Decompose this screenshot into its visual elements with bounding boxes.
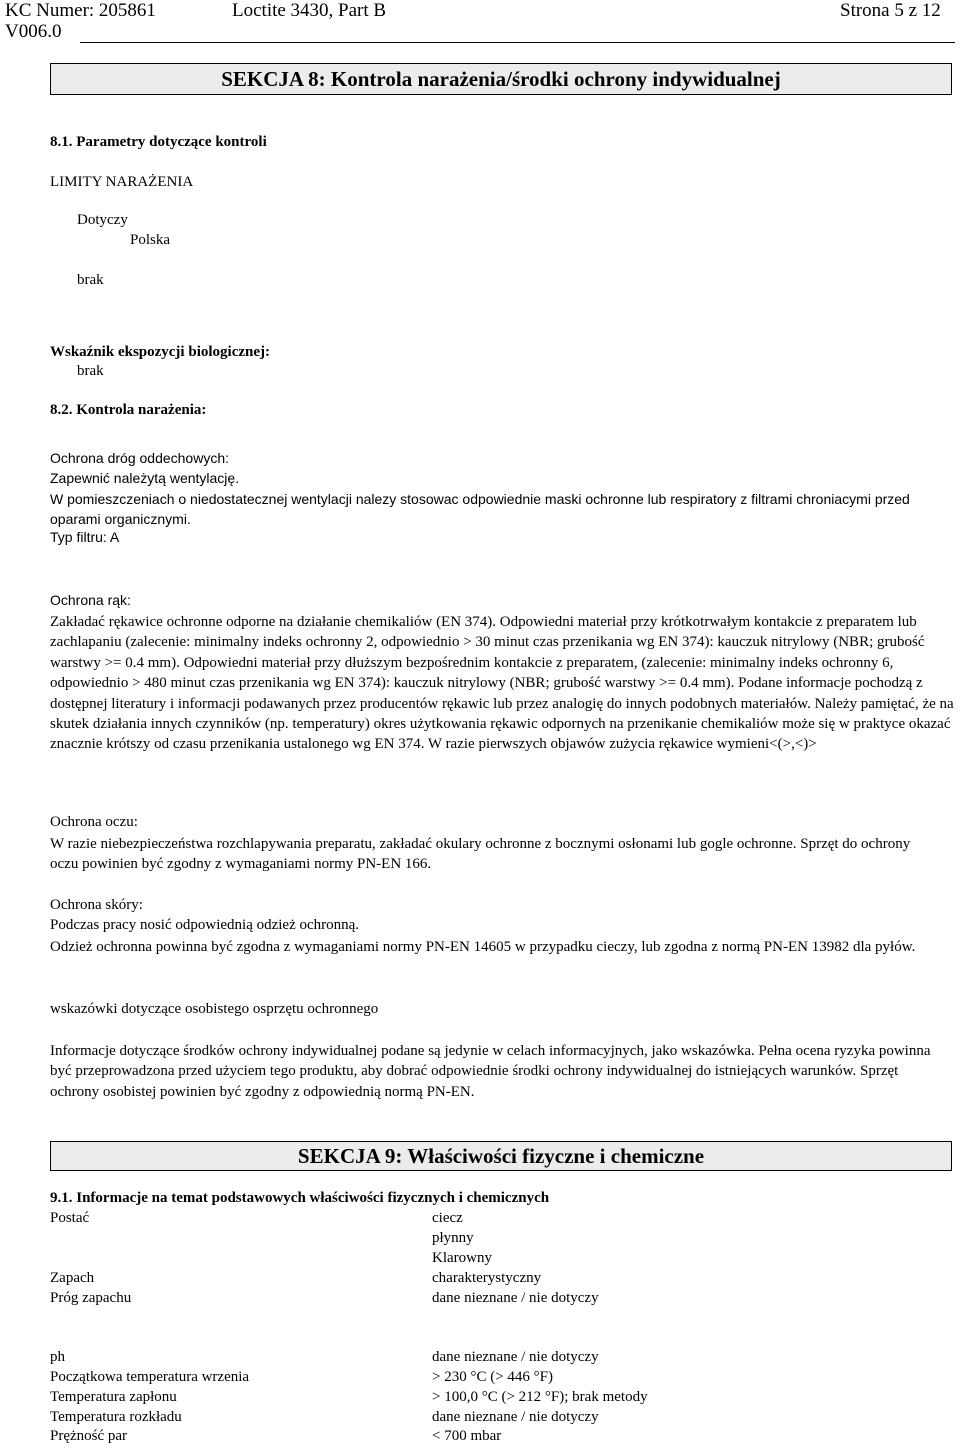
header-page-number: Strona 5 z 12: [840, 0, 941, 21]
property-label: Początkowa temperatura wrzenia: [50, 1369, 250, 1385]
hand-protection-text: Zakładać rękawice ochronne odporne na działanie chemikaliów (EN 374). Odpowiedni materiał przy krótkotrwałym kontakcie z preparatem lub zachlapaniu (zalecenie: minimalny indeks ochronny 2, odpowiednio > 30 minut czas przenikania wg EN 374): kauczuk nitrylowy (NBR; grubość warstwy >= 0.4 mm). Odpowiedni materiał przy dłuższym bezpośrednim kontakcie z preparatem, (zalecenie: minimalny indeks ochronny 6, odpowiednio > 480 minut czas przenikania wg EN 374): kauczuk nitrylowy (NBR; grubość warstwy >= 0.4 mm). Podane informacje pochodzą z dostępnej literatury i informacji podawanych przez producentów rękawic lub przez analogię do innych podobnych materiałów. Należy pamiętać, że na skutek działania innych czynników (np. temperatury) okres użytkowania rękawic odpornych na przenikanie chemikaliów może się w praktyce okazać znacznie krótszy od czasu przenikania ustalonego wg EN 374. W razie pierwszych objawów zużycia rękawice wymieni<(>,<)>: [50, 614, 954, 753]
respiratory-title: Ochrona dróg oddechowych:: [50, 450, 229, 466]
hand-protection-title: Ochrona rąk:: [50, 592, 131, 608]
subsection-8-1: 8.1. Parametry dotyczące kontroli: [50, 134, 267, 150]
header-version: V006.0: [5, 21, 62, 42]
property-label: ph: [50, 1349, 65, 1365]
property-label: Temperatura rozkładu: [50, 1409, 182, 1425]
property-value: płynny: [432, 1230, 474, 1246]
property-value: dane nieznane / nie dotyczy: [432, 1290, 599, 1306]
property-label: Prężność par: [50, 1428, 128, 1444]
section-8-title: SEKCJA 8: Kontrola narażenia/środki ochrony indywidualnej: [221, 67, 781, 91]
property-value: > 100,0 °C (> 212 °F); brak metody: [432, 1389, 648, 1405]
country-poland: Polska: [130, 232, 171, 248]
bio-index-title: Wskaźnik ekspozycji biologicznej:: [50, 344, 270, 360]
property-label: Zapach: [50, 1270, 95, 1286]
property-value: dane nieznane / nie dotyczy: [432, 1349, 599, 1365]
subsection-9-1: 9.1. Informacje na temat podstawowych właściwości fizycznych i chemicznych: [50, 1190, 550, 1206]
header-rule: [80, 42, 955, 43]
property-value: dane nieznane / nie dotyczy: [432, 1409, 599, 1425]
bio-index-none: brak: [77, 363, 104, 379]
subsection-8-2: 8.2. Kontrola narażenia:: [50, 402, 207, 418]
ppe-text: Informacje dotyczące środków ochrony indywidualnej podane są jedynie w celach informacyjnych, jako wskazówka. Pełna ocena ryzyka powinna być przeprowadzona przed użyciem tego produktu, aby dobrać odpowiednie środki ochrony indywidualnej do istniejących warunków. Sprzęt ochrony osobistej powinien być zgodny z odpowiednią normą PN-EN.: [50, 1043, 931, 1100]
skin-protection-title: Ochrona skóry:: [50, 897, 143, 913]
applies-label: Dotyczy: [77, 212, 128, 228]
section-8-banner: [50, 63, 952, 95]
ppe-title: wskazówki dotyczące osobistego osprzętu ochronnego: [50, 1001, 379, 1017]
skin-protection-line-2: Odzież ochronna powinna być zgodna z wymaganiami normy PN-EN 14605 w przypadku cieczy, lub zgodna z normą PN-EN 13982 dla pyłów.: [50, 939, 916, 955]
respiratory-line-2: W pomieszczeniach o niedostatecznej wentylacji nalezy stosowac odpowiednie maski ochronne lub respiratory z filtrami chroniacymi przed oparami organicznymi.: [50, 491, 910, 528]
header-product-name: Loctite 3430, Part B: [232, 0, 387, 21]
respiratory-filter-type: Typ filtru: A: [50, 529, 120, 545]
eye-protection-text: W razie niebezpieczeństwa rozchlapywania preparatu, zakładać okulary ochronne z bocznymi osłonami lub gogle ochronne. Sprzęt do ochrony oczu powinien być zgodny z wymaganiami normy PN-EN 166.: [50, 836, 911, 873]
property-value: Klarowny: [432, 1250, 492, 1266]
respiratory-line-1: Zapewnić należytą wentylację.: [50, 470, 240, 486]
limits-title: LIMITY NARAŻENIA: [50, 174, 194, 190]
property-value: ciecz: [432, 1210, 463, 1226]
property-value: > 230 °C (> 446 °F): [432, 1369, 554, 1385]
property-value: charakterystyczny: [432, 1270, 542, 1286]
property-label: Temperatura zapłonu: [50, 1389, 177, 1405]
limits-none: brak: [77, 272, 104, 288]
property-value: < 700 mbar: [432, 1428, 502, 1444]
skin-protection-line-1: Podczas pracy nosić odpowiednią odzież ochronną.: [50, 917, 360, 933]
section-9-banner: [50, 1141, 952, 1171]
header-kc-number: KC Numer: 205861: [5, 0, 156, 21]
section-9-title: SEKCJA 9: Właściwości fizyczne i chemiczne: [297, 1144, 705, 1168]
property-label: Postać: [50, 1210, 90, 1226]
eye-protection-title: Ochrona oczu:: [50, 814, 138, 830]
property-label: Próg zapachu: [50, 1290, 132, 1306]
